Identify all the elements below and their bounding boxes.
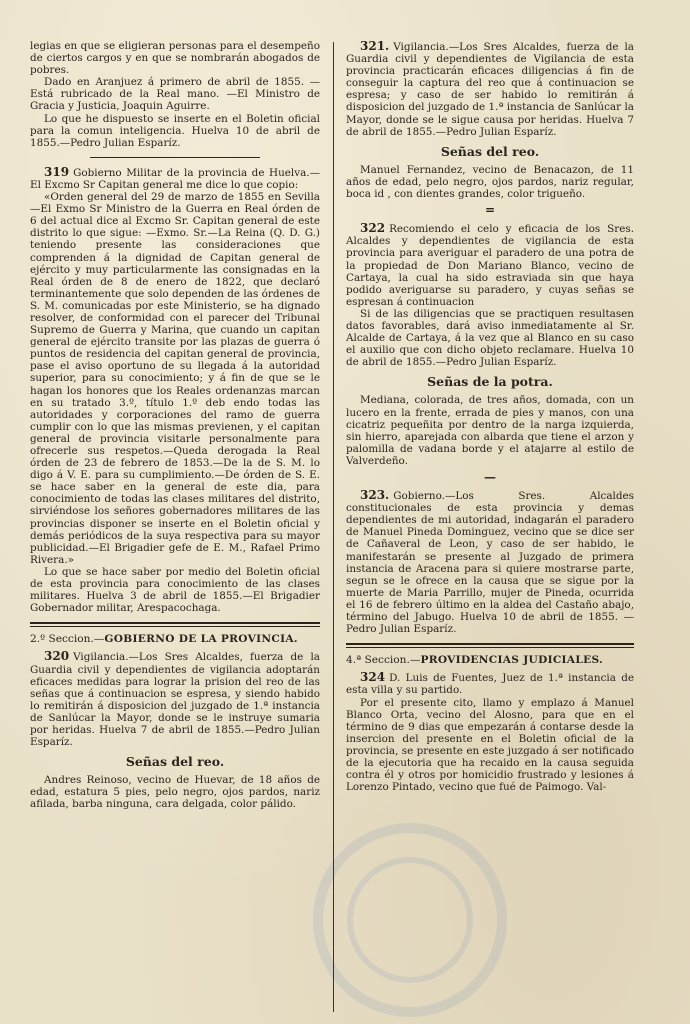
separator-mark: — <box>484 470 496 484</box>
potra-text: Mediana, colorada, de tres años, domada, con un lucero en la frente, errada de pies y manos, con una cicatriz pequeñita por dentro de la narga izquierda, sin hierro, aparejada con albarda que tiene el arzon y palomilla de vadana borde y el atajarre al estilo de Valverdeño. <box>346 394 634 467</box>
notice-text: Vigilancia.—Los Sres Alcaldes, fuerza de la Guardia civil y dependientes de Vigilancia de esta provincia practicarán eficaces diligencias á fin de conseguir la captura del reo que á continuacion se espresa; y caso de ser habido lo remitirán á disposicion del juzgado de 1.ª instancia de Sanlúcar la Mayor, donde se le sigue causa por heridas. Huelva 7 de abril de 1855.—Pedro Julian Esparíz. <box>346 41 634 138</box>
section-prefix: 4.ª Seccion.— <box>346 654 421 667</box>
senas-text: Andres Reinoso, vecino de Huevar, de 18 años de edad, estatura 5 pies, pelo negro, ojos pardos, nariz afilada, barba ninguna, cara delgada, color pálido. <box>30 774 320 811</box>
potra-heading: Señas de la potra. <box>427 374 553 390</box>
right-column <box>346 40 634 1014</box>
notice-324 <box>346 671 634 793</box>
notice-number: 319 <box>44 164 70 179</box>
notice-text: Recomiendo el celo y eficacia de los Sres. Alcaldes y dependientes de vigilancia de esta provincia para averiguar el paradero de una potra de la propiedad de Don Mariano Blanco, vecino de Cartaya, la cual ha sido estraviada sin que haya podido averiguarse su paradero, y cuyas señas se espresan á continuacion <box>346 223 634 308</box>
section-rule <box>346 643 634 645</box>
notice-text: «Orden general del 29 de marzo de 1855 en Sevilla —El Exmo Sr Ministro de la Guerra en Real órden de 6 del actual dice al Excmo Sr. Capitan general de este distrito lo que sigue: —Exmo. Sr.—La Reina (Q. D. G.) teniendo presente las consideraciones que comprenden á la dignidad de Capitan general de ejército y muy particularmente las consignadas en la Real órden de 8 de enero de 1822, que declaró terminantemente que solo dependen de las órdenes de S. M. comunicadas por este Ministerio, se ha dignado resolver, de conformidad con el parecer del Tribunal Supremo de Guerra y Marina, que cuando un capitan general de ejército transite por las plazas de guerra ó puntos de residencia del capitan general de provincia, pase el aviso oportuno de su llegada á la autoridad superior, para su conocimiento; y á fin de que se le hagan los honores que los Reales ordenanzas marcan en su tratado 3.º, título 1.º deb endo todas las autoridades y corporaciones del ramo de guerra cumplir con lo que las mismas previenen, y el capitan general de provincia visitarle personalmente para ofrecerle sus respetos.—Queda derogada la Real órden de 23 de febrero de 1853.—De la de S. M. lo digo á V. E. para su cumplimiento.—De órden de S. E. se hace saber en la general de este dia, para conocimiento de todas las clases militares del distrito, sirviéndose los señores gobernadores militares de las provincias disponer se inserte en el Boletin oficial y demás periódicos de la suya respectiva para su mayor publicidad.—El Brigadier gefe de E. M., Rafael Primo Rivera.» <box>30 191 320 566</box>
notice-text: Vigilancia.—Los Sres Alcaldes, fuerza de la Guardia civil y dependientes de vigilancia adoptarán eficaces medidas para lograr la prision del reo de las señas que á continuacion se espresa, y siendo habido lo remitirán á disposicion del juzgado de 1.ª instancia de Sanlúcar la Mayor, donde se le instruye sumaria por heridas. Huelva 7 de abril de 1855.—Pedro Julian Esparíz. <box>30 651 320 749</box>
intro-paragraph: Lo que he dispuesto se inserte en el Boletin oficial para la comun inteligencia. Huelva 10 de abril de 1855.—Pedro Julian Esparíz. <box>30 112 320 149</box>
senas-heading: Señas del reo. <box>125 754 225 770</box>
notice-number: 320 <box>44 649 70 664</box>
notice-number: 324 <box>360 670 386 685</box>
separator-mark: = <box>484 203 496 218</box>
senas-heading: Señas del reo. <box>440 143 540 159</box>
notice-text: Lo que se hace saber por medio del Boletin oficial de esta provincia para conocimiento de las clases militares. Huelva 3 de abril de 1855.—El Brigadier Gobernador militar, Arespacochaga. <box>30 565 320 615</box>
notice-number: 321. <box>360 40 390 53</box>
notice-text: Gobierno Militar de la provincia de Huelva.—El Excmo Sr Capitan general me dice lo que copio: <box>30 166 320 191</box>
notice-text: Si de las diligencias que se practiquen resultasen datos favorables, dará aviso inmediatamente al Sr. Alcalde de Cartaya, á la vez que al Blanco en su caso el auxilio que con dicho objeto reclamare. Huelva 10 de abril de 1855.—Pedro Julian Esparíz. <box>346 307 634 369</box>
section-title: GOBIERNO DE LA PROVINCIA. <box>104 633 298 646</box>
column-divider <box>333 42 334 1012</box>
intro-paragraph: Dado en Aranjuez á primero de abril de 1855. —Está rubricado de la Real mano. —El Ministro de Gracia y Justicia, Joaquin Aguirre. <box>30 76 320 113</box>
separator-rule <box>90 157 260 158</box>
senas-text: Manuel Fernandez, vecino de Benacazon, de 11 años de edad, pelo negro, ojos pardos, nariz regular, boca id , con dientes grandes, color trigueño. <box>346 163 634 201</box>
notice-319 <box>30 166 320 614</box>
section-rule <box>30 622 320 624</box>
notice-text: Gobierno.—Los Sres. Alcaldes constitucionales de esta provincia y demas dependientes de mi autoridad, indagarán el paradero de Manuel Pineda Dominguez, vecino que se dice ser de Cañaveral de Leon, y caso de ser habido, le manifestarán se presente al Juzgado de primera instancia de Aracena para si quiere mostrarse parte, segun se le ofrece en la causa que se sigue por la muerte de Maria Parrillo, mujer de Pineda, ocurrida el 16 de febrero último en la aldea del Castaño abajo, término del Jabugo. Huelva 10 de abril de 1855. —Pedro Julian Esparíz. <box>346 490 634 636</box>
notice-text: Por el presente cito, llamo y emplazo á Manuel Blanco Orta, vecino del Alosno, para que en el término de 9 dias que empezarán á contarse desde la insercion del presente en el Boletin oficial de la provincia, se presente en este juzgado á ser notificado de la ejecutoria que ha recaido en la causa seguida contra él y otros por homicidio frustrado y lesiones á Lorenzo Pintado, vecino que fué de Paimogo. Val- <box>346 696 634 794</box>
section-rule <box>30 626 320 627</box>
notice-321 <box>346 40 634 138</box>
section-rule <box>346 647 634 648</box>
section-heading-4 <box>346 654 634 666</box>
notice-number: 322 <box>360 221 386 236</box>
left-column <box>30 40 320 1014</box>
notice-322 <box>346 222 634 368</box>
section-heading-2 <box>30 633 320 645</box>
intro-paragraph: legias en que se eligieran personas para el desempeño de ciertos cargos y en que se nombrarán abogados de pobres. <box>30 40 320 77</box>
notice-320 <box>30 650 320 748</box>
notice-number: 323. <box>360 488 390 503</box>
notice-text: D. Luis de Fuentes, Juez de 1.ª instancia de esta villa y su partido. <box>346 672 634 697</box>
section-title: PROVIDENCIAS JUDICIALES. <box>420 654 604 667</box>
notice-323 <box>346 489 634 635</box>
section-prefix: 2.º Seccion.— <box>30 633 105 646</box>
